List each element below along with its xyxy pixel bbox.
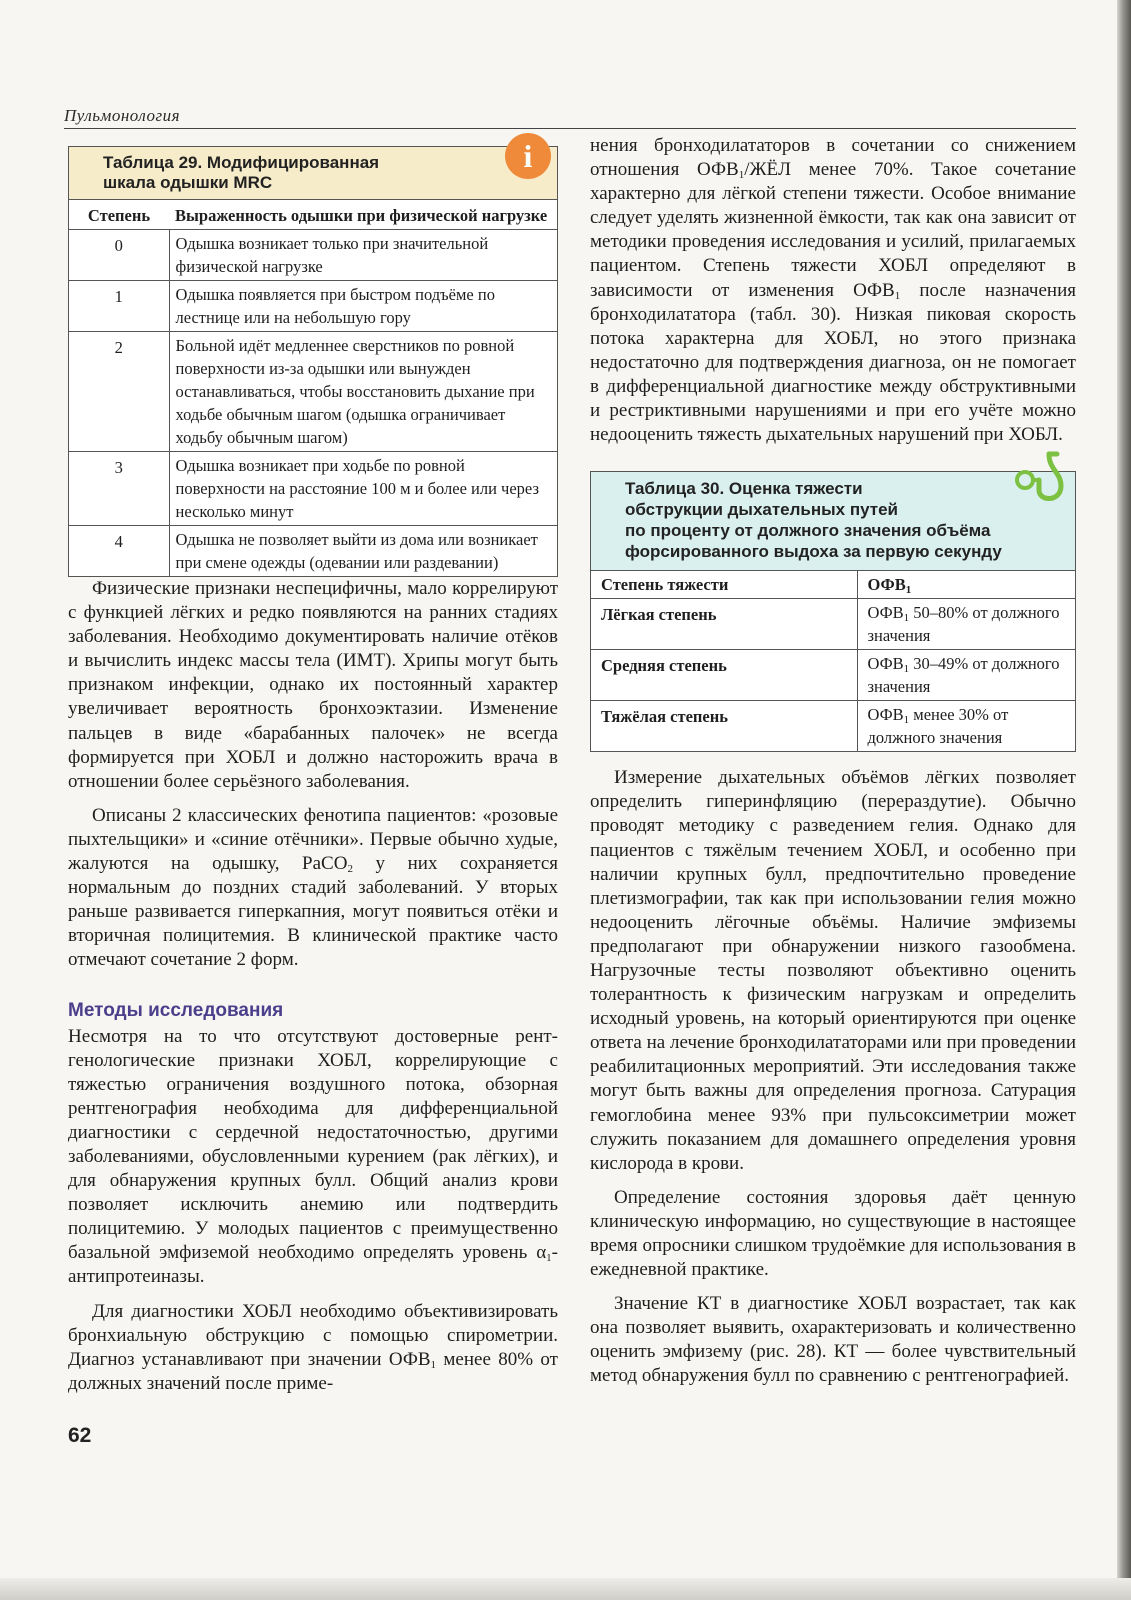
column-header-fev1 — [857, 571, 1075, 599]
table-30-grid — [591, 571, 1075, 751]
cell-fev1 — [857, 701, 1075, 752]
section-heading: Методы исследования — [68, 999, 284, 1021]
table-29-grid — [69, 200, 557, 576]
text-run: ОФВ — [867, 575, 906, 595]
body-paragraph — [68, 1025, 558, 1290]
subscript: 1 — [903, 714, 910, 727]
cell-description: Одышка возникает только при значительной физической нагрузке — [169, 230, 557, 281]
cell-severity: Тяжёлая степень — [601, 707, 728, 727]
body-paragraph — [590, 134, 1076, 447]
text-run: ОФВ — [867, 654, 904, 674]
page-bottom-edge — [0, 1578, 1131, 1600]
table-30-caption-line3: по проценту от должного значения объёма — [625, 521, 991, 541]
cell-description: Одышка появляется при быстром подъёме по лестнице или на небольшую гору — [169, 281, 557, 332]
cell-degree: 2 — [69, 332, 169, 452]
subscript: 1 — [894, 289, 901, 302]
column-header-severity: Степень тяжести — [591, 571, 857, 599]
subscript: 1 — [905, 584, 912, 597]
text-run: /ЖЁЛ менее 70%. Такое сочетание характерно для лёгкой степени тяжести. Особое внимание следует уделять жизненной ёмкости, так как она зависит от методики проведения исследования и усилий, прилагаемых пациентом. Степень тяжести ХОБЛ определяют в зависимости от изменения ОФВ — [590, 159, 1077, 301]
text-run: Описаны 2 классических фенотипа пациентов: «розовые пыхтельщики» и «синие отёчники». Первые обычно худые, жалуются на одышку, PaCO — [68, 804, 558, 875]
text-run: после назначения бронходилататора (табл. 30). Низкая пиковая скорость потока характерна для ХОБЛ, но этого признака недостаточно для подтверждения диагноза, он не помогает в дифференциальной диагностике между обструктивными и рестриктивными нарушениями и при его учёте можно недооценить тяжесть дыхательных нарушений при ХОБЛ. — [590, 279, 1076, 446]
body-paragraph — [68, 1300, 558, 1396]
text-run: ОФВ — [867, 705, 904, 725]
table-30 — [590, 471, 1076, 752]
cell-degree: 0 — [69, 230, 169, 281]
table-30-caption — [591, 472, 1075, 571]
running-head: Пульмонология — [64, 106, 181, 125]
table-29-caption — [69, 147, 557, 200]
text-run: менее 80% от должных значений после приме- — [68, 1348, 558, 1394]
body-paragraph: Значение КТ в диагностике ХОБЛ возрастает, так как она позволяет выявить, охарактеризовать и количественно оценить эмфизему (рис. 28). КТ — более чувствительный метод обнаружения булл по сравнению с рентгенографией. — [590, 1293, 1076, 1387]
subscript: 1 — [903, 612, 910, 625]
text-run: -антипротеиназы. — [68, 1242, 558, 1288]
table-row — [591, 650, 1075, 701]
info-icon: i — [505, 133, 551, 179]
table-header-row — [591, 571, 1075, 599]
body-paragraph: Измерение дыхательных объёмов лёгких позволяет определить гиперинфляцию (перераздутие). Обычно проводят методику с разведением гелия. Однако для пациентов с тяжёлым течением ХОБЛ, и особенно при наличии крупных булл, предпочтительно проведение плетизмографии, так как при использовании гелия можно недооценить лёгочные объёмы. Наличие эмфиземы предполагают при обнаружении низкого газообмена. Нагрузочные тесты позволяют объективно оценить толерантность к физическим нагрузкам и определить исходный уровень, на который ориентируются при оценке ответа на лечение бронходилататорами или при проведении реабилитационных мероприятий. Эти исследования также могут быть важны для определения прогноза. Сатурация гемоглобина менее 93% при пульсоксиметрии может служить показанием для домашнего определения уровня кислорода в крови. — [590, 767, 1076, 1174]
table-row — [69, 526, 557, 577]
subscript: 1 — [430, 1358, 437, 1371]
table-row — [69, 281, 557, 332]
text-run: 30–49% от должного значения — [867, 654, 1060, 697]
text-run: менее 30% от должного значения — [867, 705, 1009, 748]
cell-degree: 4 — [114, 532, 123, 551]
cell-description: Одышка не позволяет выйти из дома или возникает при смене одежды (одевании или раздевании) — [169, 526, 557, 577]
table-row — [591, 701, 1075, 752]
subscript: 1 — [903, 663, 910, 676]
cell-severity: Средняя степень — [591, 650, 857, 701]
cell-degree: 3 — [69, 452, 169, 526]
cell-description: Одышка возникает при ходьбе по ровной поверхности на расстояние 100 м и более или через несколько минут — [169, 452, 557, 526]
table-row — [69, 230, 557, 281]
page-number: 62 — [68, 1424, 92, 1447]
subscript: 1 — [738, 169, 745, 182]
column-header-degree: Степень — [69, 200, 169, 230]
cell-fev1 — [857, 599, 1075, 650]
body-paragraph: Определение состояния здоровья даёт ценную клиническую информацию, но существующие в настоящее время опросники слишком трудоёмкие для использования в ежедневной практике. — [590, 1186, 1076, 1281]
column-header-description: Выраженность одышки при физической нагрузке — [169, 200, 557, 230]
subscript: 2 — [347, 863, 353, 876]
header-rule — [64, 128, 1076, 129]
table-29-caption-line1: Таблица 29. Модифицированная — [103, 153, 380, 172]
subscript: 1 — [546, 1252, 552, 1265]
stethoscope-icon — [1009, 450, 1067, 514]
body-paragraph — [68, 804, 558, 973]
right-column — [590, 134, 1076, 1389]
table-row — [69, 452, 557, 526]
left-column — [68, 138, 558, 1396]
page-edge-shadow — [1117, 0, 1131, 1600]
cell-description: Больной идёт медленнее сверстников по ровной поверхности из-за одышки или вынужден останавливаться, чтобы восстановить дыхание при ходьбе обычным шагом (одышка ограничивает ходьбу обычным шагом) — [169, 332, 557, 452]
cell-degree: 1 — [69, 281, 169, 332]
table-row — [69, 332, 557, 452]
text-run: Для диагностики ХОБЛ необходимо объективизировать бронхиальную обструкцию с помощью спирометрии. Диагноз устанавливают при значении ОФВ — [68, 1300, 558, 1370]
table-30-caption-line1: Таблица 30. Оценка тяжести — [625, 479, 863, 499]
table-header-row — [69, 200, 557, 230]
table-29-caption-line2: шкала одышки MRC — [103, 173, 273, 192]
text-run: ОФВ — [867, 603, 904, 623]
table-30-caption-line2: обструкции дыхательных путей — [625, 500, 899, 520]
cell-fev1 — [857, 650, 1075, 701]
text-run: Несмотря на то что отсутствуют достоверные рентгенологические признаки ХОБЛ, коррелирующие с тяжестью ограничения воздушного потока, обзорная рентгенография необходима для дифференциальной диагностики с сердечной недостаточностью, другими заболеваниями, обусловленными курением (рак лёгких), и для обнаружения крупных булл. Общий анализ крови позволяет исключить анемию или подтвердить полицитемию. У молодых пациентов с преимущественно базальной эмфиземой необходимо определять уровень α — [68, 1025, 558, 1264]
body-paragraph: Физические признаки неспецифичны, мало коррелируют с функцией лёгких и редко появляются на ранних стадиях заболевания. Необходимо документировать наличие отёков и вычислить индекс массы тела (ИМТ). Хрипы могут быть признаком инфекции, однако их постоянный характер увеличивает вероятность бронхоэктазии. Изменение пальцев в виде «барабанных палочек» не всегда формируется при ХОБЛ и должно насторожить врача в отношении более серьёзного заболевания. — [68, 578, 558, 792]
text-run: нения бронходилататоров в сочетании со снижением отношения ОФВ — [590, 135, 1076, 181]
table-row — [591, 599, 1075, 650]
text-run: у них сохраняется нормальным до поздних стадий заболеваний. У вторых раньше развивается гиперкапния, могут появиться отёки и вторичная полицитемия. В клинической практике часто отмечают сочетание 2 форм. — [68, 853, 558, 971]
table-30-caption-line4: форсированного выдоха за первую секунду — [625, 542, 1002, 562]
table-29 — [68, 138, 558, 577]
cell-severity: Лёгкая степень — [591, 599, 857, 650]
text-run: 50–80% от должного значения — [867, 603, 1060, 646]
